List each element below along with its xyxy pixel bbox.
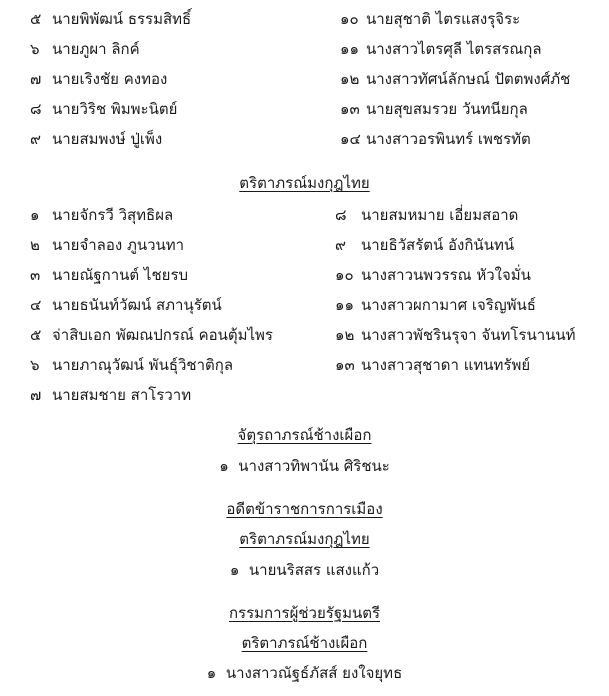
- item-name: นางสาวณัฐธ์ภัสส์ ยงใจยุทธ: [225, 664, 403, 682]
- item-name: นายณัฐกานต์ ไชยรบ: [52, 266, 189, 284]
- list-item: [335, 298, 536, 313]
- item-number: ๑: [229, 561, 240, 579]
- item-number: ๑๒: [340, 70, 360, 88]
- item-name: นายภาณุวัฒน์ พันธุ์วิชาติกุล: [52, 356, 234, 374]
- item-name: นายสมพงษ์ ปู่เพ็ง: [52, 130, 163, 148]
- section-heading-text: อดีตข้าราชการการเมือง: [226, 500, 383, 518]
- item-number: ๑๒: [335, 326, 355, 344]
- section-heading-text: ตริตาภรณ์มงกุฎไทย: [239, 174, 370, 192]
- item-name: นายสมชาย สาโรวาท: [52, 386, 192, 404]
- item-name: นายธิวัสรัตน์ อังกินันทน์: [361, 236, 515, 254]
- item-name: นางสาวสุชาดา แทนทรัพย์: [361, 356, 531, 374]
- item-name: นายพิพัฒน์ ธรรมสิทธิ์: [52, 10, 192, 28]
- item-name: นางสาวนพวรรณ หัวใจมั่น: [361, 266, 531, 284]
- list-item: [30, 268, 188, 283]
- list-item: [30, 12, 191, 27]
- list-item: [0, 666, 609, 681]
- list-item: [30, 358, 233, 373]
- list-item: [335, 358, 530, 373]
- item-number: ๕: [30, 326, 42, 344]
- list-item: [335, 238, 514, 253]
- item-name: นายภูผา ลิกค์: [52, 40, 140, 58]
- item-number: ๑๓: [335, 356, 355, 374]
- item-name: นางสาวไตรศุลี ไตรสรณกุล: [366, 40, 542, 58]
- item-name: นางสาวพัชรินรุจา จันทโรนานนท์: [361, 326, 576, 344]
- section-heading: [0, 428, 609, 443]
- list-item: [0, 459, 609, 474]
- item-number: ๑๔: [340, 130, 361, 148]
- section-subheading-text: ตริตาภรณ์มงกุฎไทย: [239, 530, 370, 548]
- item-number: ๘: [30, 100, 42, 118]
- list-item: [30, 388, 191, 403]
- item-name: นายธนันท์วัฒน์ สภานุรัตน์: [52, 296, 222, 314]
- list-item: [340, 12, 520, 27]
- item-name: นายเริงชัย คงทอง: [52, 70, 168, 88]
- item-number: ๑๑: [335, 296, 355, 314]
- list-item: [0, 563, 609, 578]
- item-name: นางสาวผกามาศ เจริญพันธ์: [361, 296, 536, 314]
- list-item: [335, 328, 576, 343]
- item-number: ๙: [30, 130, 41, 148]
- item-number: ๙: [335, 236, 346, 254]
- item-name: จ่าสิบเอก พัฒณปกรณ์ คอนตุ้มไพร: [52, 326, 273, 344]
- item-number: ๑๐: [335, 266, 354, 284]
- item-name: นายสุชาติ ไตรแสงรุจิระ: [366, 10, 521, 28]
- list-item: [30, 132, 162, 147]
- section-subheading: [0, 532, 609, 547]
- item-number: ๑๑: [340, 40, 360, 58]
- item-number: ๖: [30, 356, 40, 374]
- section-heading-text: กรรมการผู้ช่วยรัฐมนตรี: [228, 604, 381, 622]
- item-number: ๘: [335, 206, 347, 224]
- item-number: ๗: [30, 386, 42, 404]
- item-number: ๑๓: [340, 100, 360, 118]
- item-number: ๖: [30, 40, 40, 58]
- section-heading: [0, 502, 609, 517]
- list-item: [340, 102, 528, 117]
- item-number: ๑: [30, 206, 40, 224]
- list-item: [30, 72, 167, 87]
- list-item: [340, 132, 531, 147]
- section-subheading: [0, 636, 609, 651]
- list-item: [335, 268, 531, 283]
- list-item: [30, 298, 222, 313]
- item-name: นางสาวอรพินทร์ เพชรทัต: [366, 130, 531, 148]
- item-name: นายวิริช พิมพะนิตย์: [52, 100, 178, 118]
- item-name: นางสาวทิพานัน ศิริชนะ: [238, 457, 390, 475]
- list-item: [30, 238, 184, 253]
- item-number: ๕: [30, 10, 42, 28]
- section-heading: [0, 176, 609, 191]
- list-item: [340, 72, 570, 87]
- item-name: นายสุขสมรวย วันทนียกุล: [366, 100, 528, 118]
- item-number: ๒: [30, 236, 40, 254]
- item-number: ๑๐: [340, 10, 359, 28]
- item-name: นายสมหมาย เอี่ยมสอาด: [361, 206, 519, 224]
- list-item: [30, 42, 140, 57]
- item-name: นายจำลอง ภูนวนทา: [52, 236, 185, 254]
- item-number: ๗: [30, 70, 42, 88]
- section-subheading-text: ตริตาภรณ์ช้างเผือก: [241, 634, 368, 652]
- item-name: นางสาวทัศน์ลักษณ์ ปัตตพงศ์ภัช: [366, 70, 571, 88]
- item-number: ๑: [219, 457, 229, 475]
- section-heading-text: จัตุรถาภรณ์ช้างเผือก: [237, 426, 372, 444]
- item-number: ๓: [30, 266, 41, 284]
- item-name: นายจักรวี วิสุทธิผล: [52, 206, 174, 224]
- section-heading: [0, 606, 609, 621]
- list-item: [30, 102, 177, 117]
- item-number: ๑: [206, 664, 217, 682]
- list-item: [340, 42, 542, 57]
- list-item: [335, 208, 518, 223]
- list-item: [30, 328, 273, 343]
- list-item: [30, 208, 173, 223]
- item-name: นายนริสสร แสงแก้ว: [248, 561, 380, 579]
- item-number: ๔: [30, 296, 42, 314]
